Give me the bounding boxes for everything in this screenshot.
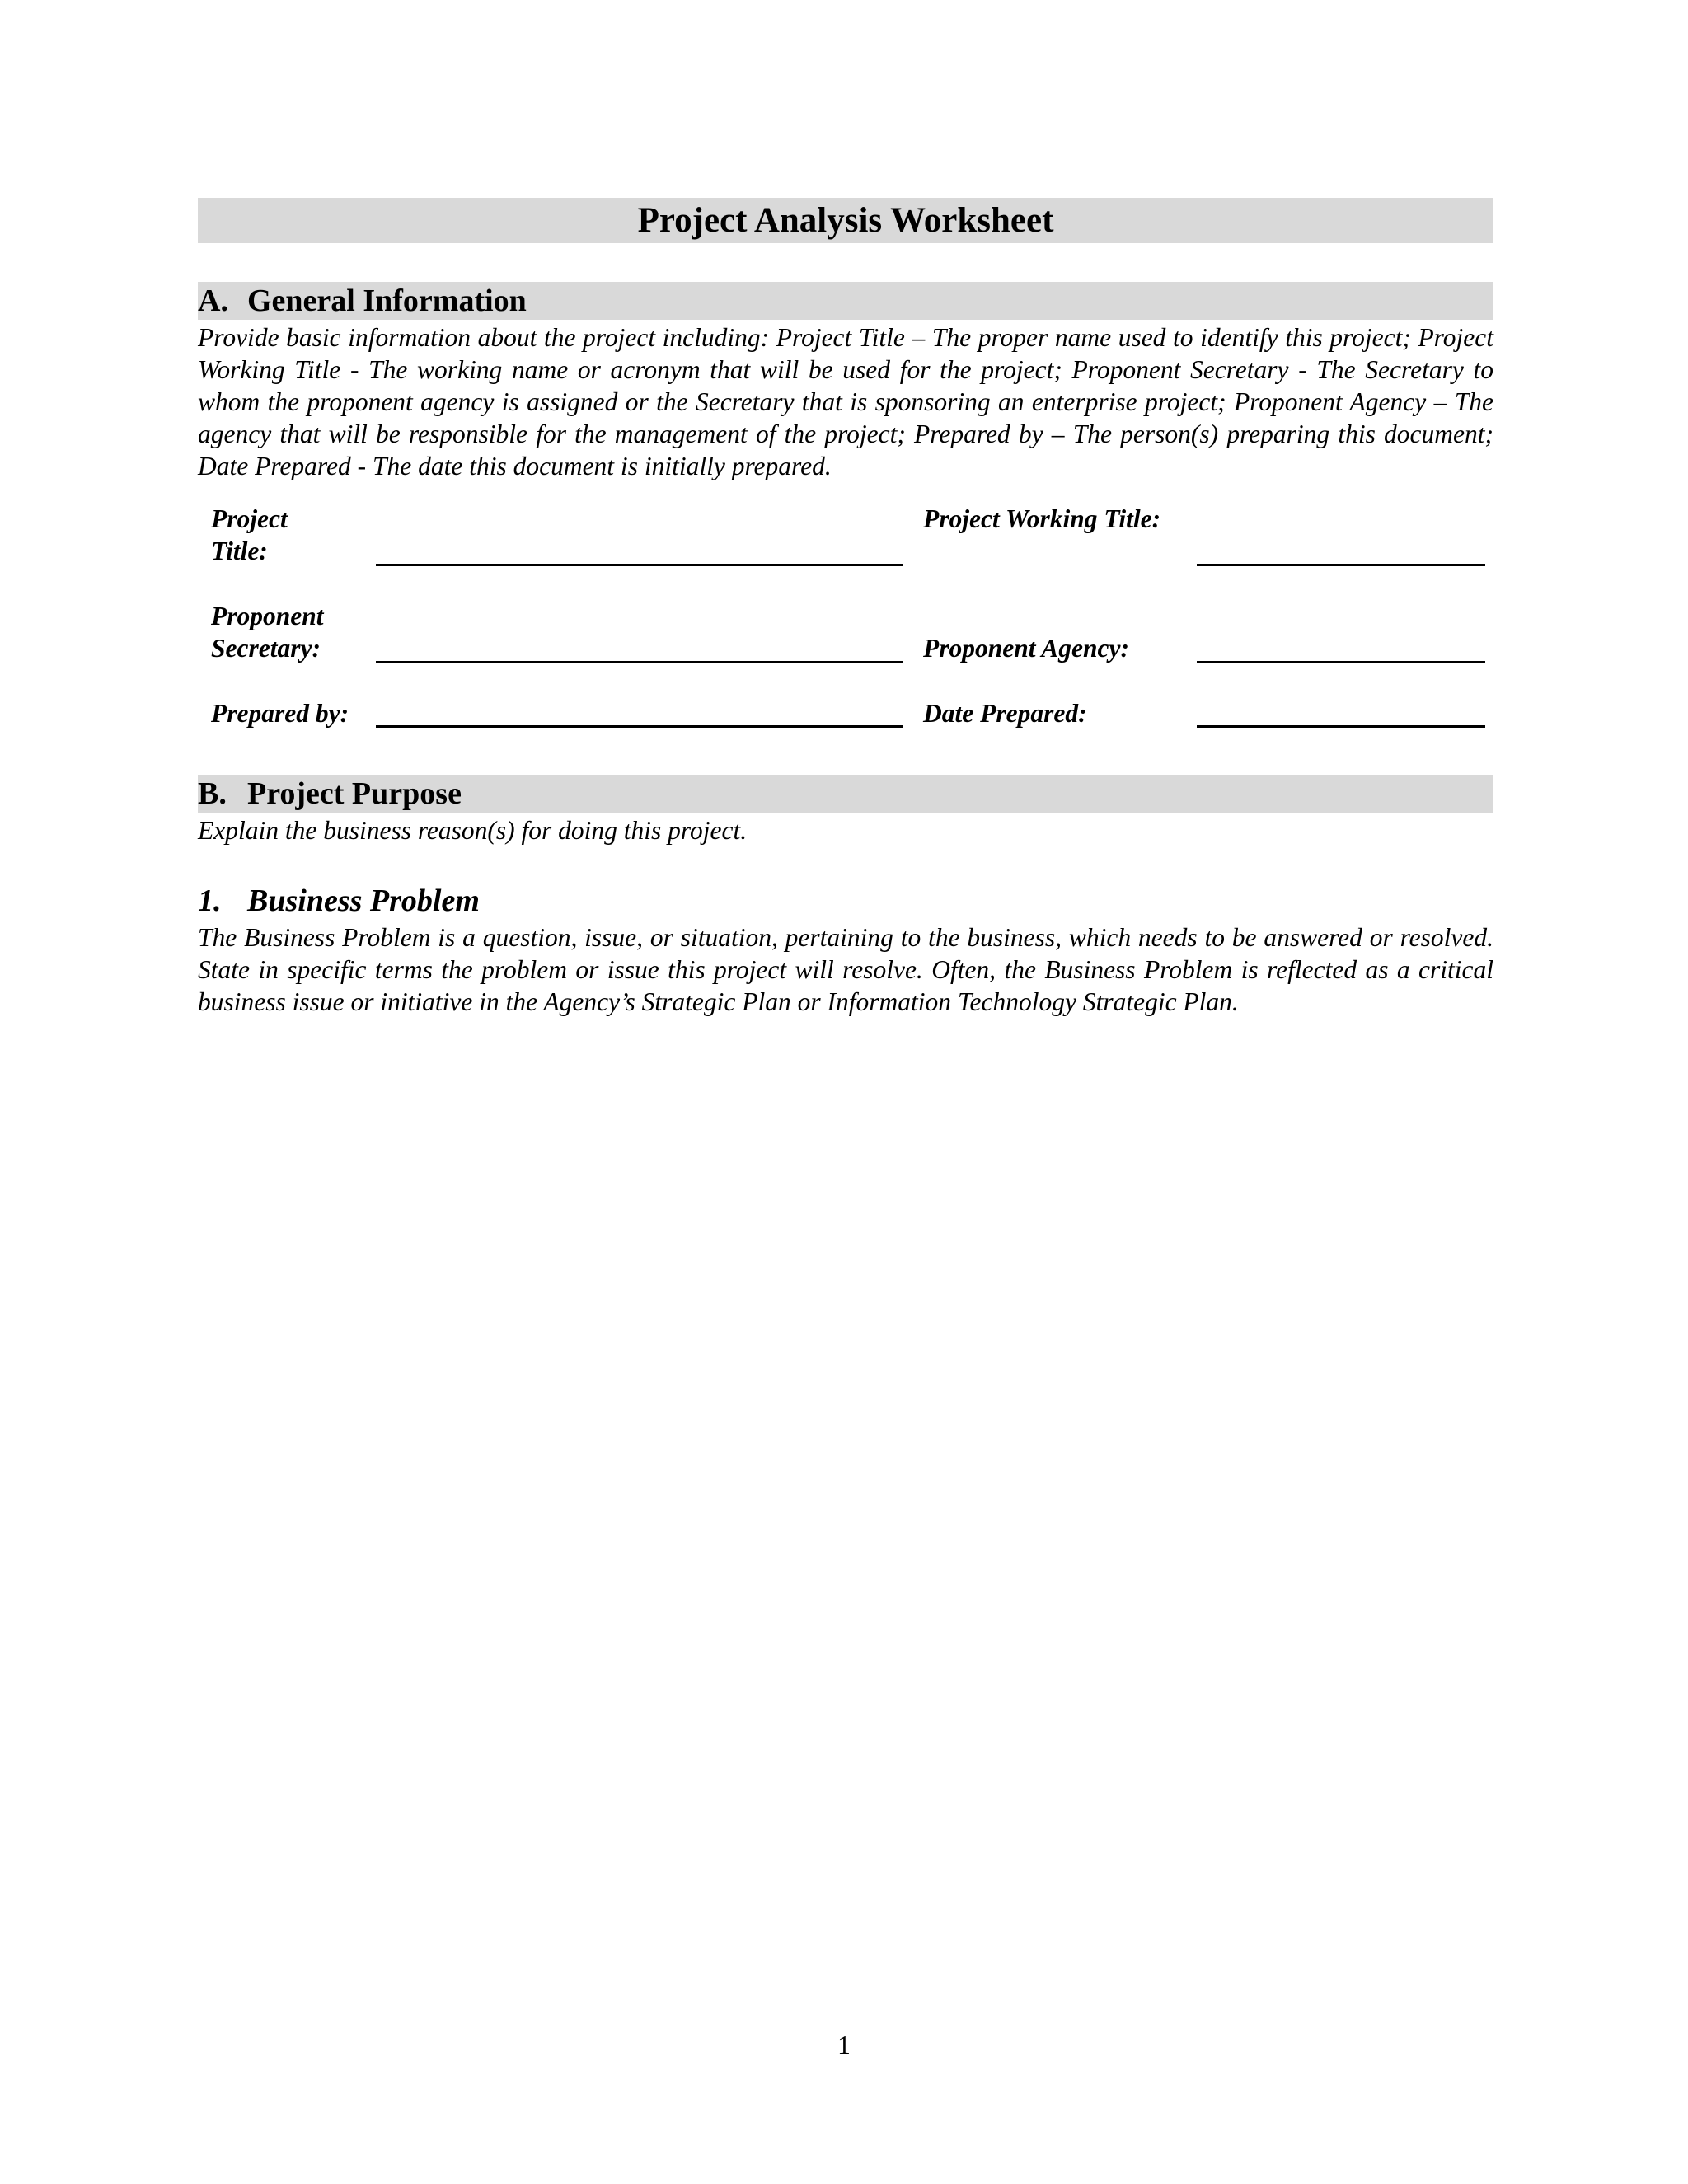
subsection-1-description: The Business Problem is a question, issue, or situation, pertaining to the business, which needs to be answered or resolved. State in specific terms the problem or issue this project will resolve. Often, the Business Problem is reflected as a critical business issue or initiative in the Agency’s Strategic Plan or Information Technology Strategic Plan. — [198, 923, 1493, 1016]
section-a-heading — [198, 282, 1493, 320]
project-title-label — [211, 503, 288, 567]
date-prepared-field[interactable] — [1197, 725, 1485, 728]
proponent-secretary-label — [211, 600, 324, 664]
section-a-title: General Information — [247, 284, 527, 318]
section-b-number: B. — [198, 776, 227, 811]
proponent-agency-field[interactable] — [1197, 661, 1485, 663]
subsection-1-heading — [198, 882, 480, 920]
working-title-field[interactable] — [1197, 564, 1485, 566]
subsection-1-title: Business Problem — [247, 883, 480, 918]
proponent-secretary-field[interactable] — [376, 661, 903, 663]
proponent-secretary-label-line2: Secretary: — [211, 634, 321, 663]
proponent-agency-label: Proponent Agency: — [923, 634, 1129, 663]
document-title: Project Analysis Worksheet — [198, 198, 1493, 243]
prepared-by-field[interactable] — [376, 725, 903, 728]
date-prepared-label: Date Prepared: — [923, 699, 1087, 728]
prepared-by-label: Prepared by: — [211, 699, 349, 728]
section-a-number: A. — [198, 284, 228, 318]
project-title-field[interactable] — [376, 564, 903, 566]
page-number: 1 — [837, 2031, 851, 2060]
section-b-title: Project Purpose — [247, 776, 462, 811]
proponent-secretary-label-line1: Proponent — [211, 602, 324, 630]
working-title-label: Project Working Title: — [923, 504, 1161, 533]
section-a-description: Provide basic information about the project including: Project Title – The proper name used to identify this project; Project Working Title - The working name or acronym that will be used for the project; Proponent Secretary - The Secretary to whom the proponent agency is assigned or the Secretary that is sponsoring an enterprise project; Proponent Agency – The agency that will be responsible for the management of the project; Prepared by – The person(s) preparing this document; Date Prepared - The date this document is initially prepared. — [198, 323, 1493, 480]
section-b-heading — [198, 775, 1493, 813]
project-title-label-line1: Project — [211, 504, 288, 533]
project-title-label-line2: Title: — [211, 537, 268, 565]
section-b-description: Explain the business reason(s) for doing this project. — [198, 816, 748, 845]
subsection-1-number: 1. — [198, 883, 222, 918]
